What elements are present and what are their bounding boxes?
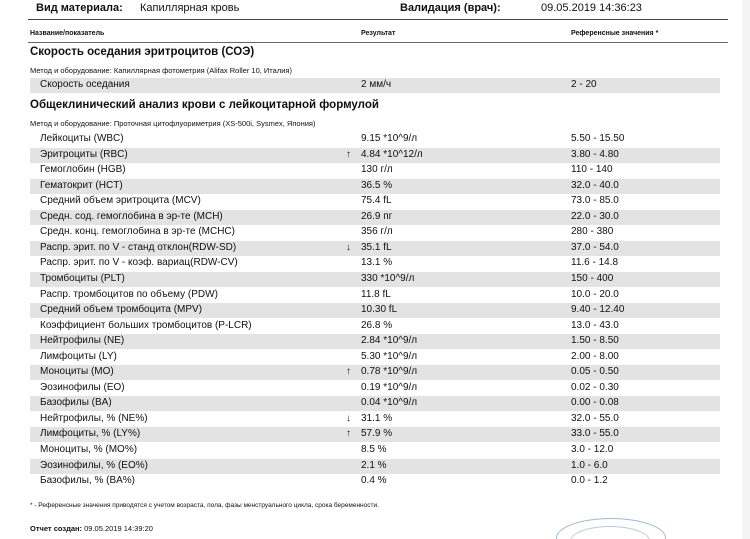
result-value: 330 *10^9/л (361, 272, 415, 284)
result-name: Лейкоциты (WBC) (40, 133, 124, 144)
result-reference: 10.0 - 20.0 (571, 288, 619, 300)
result-row (30, 319, 720, 334)
result-value: 11.8 fL (361, 288, 391, 300)
material-label: Вид материала: (36, 2, 123, 14)
result-row (30, 334, 720, 349)
result-reference: 32.0 - 55.0 (571, 412, 619, 424)
result-value: 0.4 % (361, 475, 387, 487)
result-name: Лимфоциты (LY) (40, 350, 117, 362)
result-row (30, 78, 720, 93)
header-divider (28, 19, 728, 20)
result-reference: 0.00 - 0.08 (571, 397, 619, 409)
result-row (30, 412, 720, 427)
result-value: 0.19 *10^9/л (361, 381, 418, 393)
result-flag-icon: ↑ (346, 148, 351, 160)
result-reference: 1.0 - 6.0 (571, 459, 608, 471)
result-flag-icon: ↓ (346, 241, 351, 253)
validation-label: Валидация (врач): (400, 2, 501, 14)
column-header-divider (28, 42, 728, 43)
result-reference: 73.0 - 85.0 (571, 195, 619, 207)
result-row (30, 194, 720, 209)
result-row (30, 163, 720, 178)
result-reference: 37.0 - 54.0 (571, 241, 619, 253)
result-row (30, 350, 720, 365)
result-reference: 2 - 20 (571, 79, 597, 90)
result-reference: 110 - 140 (571, 164, 613, 176)
result-value: 8.5 % (361, 444, 387, 455)
result-name: Средн. сод. гемоглобина в эр-те (MCH) (40, 210, 223, 222)
result-reference: 0.0 - 1.2 (571, 475, 608, 487)
reference-footnote: * - Референсные значения приводятся с учетом возраста, пола, фазы менструального цикла, срока беременности. (30, 502, 379, 509)
result-row (30, 148, 720, 163)
result-row (30, 427, 720, 442)
result-row (30, 288, 720, 303)
result-name: Средний объем эритроцита (MCV) (40, 195, 201, 207)
result-value: 356 г/л (361, 226, 393, 238)
material-value: Капиллярная кровь (140, 2, 240, 14)
page-edge (742, 0, 750, 539)
result-value: 5.30 *10^9/л (361, 350, 418, 362)
result-name: Коэффициент больших тромбоцитов (P-LCR) (40, 319, 252, 331)
result-value: 130 г/л (361, 164, 393, 176)
result-reference: 11.6 - 14.8 (571, 257, 619, 269)
result-value: 4.84 *10^12/л (361, 148, 423, 160)
result-reference: 3.0 - 12.0 (571, 444, 614, 455)
result-name: Распр. тромбоцитов по объему (PDW) (40, 288, 218, 300)
result-row (30, 365, 720, 380)
result-row (30, 381, 720, 396)
esr-method: Метод и оборудование: Капиллярная фотометрия (Alifax Roller 10, Италия) (30, 66, 292, 75)
result-reference: 2.00 - 8.00 (571, 350, 619, 362)
result-flag-icon: ↓ (346, 412, 351, 424)
column-header-name: Название/показатель (30, 30, 105, 37)
result-value: 2.1 % (361, 459, 387, 471)
result-row (30, 241, 720, 256)
result-reference: 9.40 - 12.40 (571, 304, 625, 316)
result-reference: 32.0 - 40.0 (571, 179, 619, 191)
result-reference: 0.05 - 0.50 (571, 366, 619, 378)
result-value: 26.8 % (361, 319, 393, 331)
result-flag-icon: ↑ (346, 366, 351, 378)
result-name: Моноциты (MO) (40, 366, 114, 378)
result-row (30, 132, 720, 147)
result-name: Нейтрофилы (NE) (40, 335, 125, 347)
result-reference: 13.0 - 43.0 (571, 319, 619, 331)
result-value: 57.9 % (361, 428, 393, 440)
esr-section-title: Скорость оседания эритроцитов (СОЭ) (30, 46, 255, 58)
result-value: 13.1 % (361, 257, 393, 269)
result-value: 35.1 fL (361, 241, 392, 253)
column-headers (0, 30, 750, 42)
column-header-reference: Референсные значения * (571, 30, 659, 37)
result-flag-icon: ↑ (346, 428, 351, 440)
result-name: Базофилы, % (BA%) (40, 475, 135, 487)
result-name: Гематокрит (HCT) (40, 179, 123, 191)
result-name: Лимфоциты, % (LY%) (40, 428, 141, 440)
result-value: 36.5 % (361, 179, 393, 191)
result-name: Распр. эрит. по V - станд отклон(RDW-SD) (40, 241, 237, 253)
result-name: Распр. эрит. по V - коэф. вариац(RDW-CV) (40, 257, 238, 269)
result-row (30, 256, 720, 271)
result-name: Средн. конц. гемоглобина в эр-те (MCHC) (40, 226, 235, 238)
result-name: Средний объем тромбоцита (MPV) (40, 304, 203, 316)
created-value: 09.05.2019 14:39:20 (84, 524, 153, 533)
result-row (30, 303, 720, 318)
result-value: 31.1 % (361, 412, 393, 424)
result-value: 2.84 *10^9/л (361, 335, 418, 347)
result-name: Эозинофилы (EO) (40, 381, 125, 393)
result-row (30, 459, 720, 474)
result-name: Нейтрофилы, % (NE%) (40, 412, 148, 424)
result-row (30, 396, 720, 411)
result-reference: 33.0 - 55.0 (571, 428, 619, 440)
result-row (30, 225, 720, 240)
result-name: Базофилы (BA) (40, 397, 112, 409)
cbc-method: Метод и оборудование: Проточная цитофлуориметрия (XS-500i, Sysmex, Япония) (30, 119, 316, 128)
column-header-result: Результат (361, 30, 396, 37)
report-header (0, 0, 750, 18)
result-name: Гемоглобин (HGB) (40, 164, 126, 176)
result-value: 2 мм/ч (361, 79, 392, 90)
cbc-section-title: Общеклинический анализ крови с лейкоцитарной формулой (30, 99, 379, 111)
result-reference: 0.02 - 0.30 (571, 381, 619, 393)
result-reference: 22.0 - 30.0 (571, 210, 619, 222)
result-name: Моноциты, % (MO%) (40, 444, 138, 455)
validation-value: 09.05.2019 14:36:23 (541, 2, 642, 14)
result-name: Эозинофилы, % (EO%) (40, 459, 148, 471)
result-value: 0.04 *10^9/л (361, 397, 418, 409)
result-reference: 150 - 400 (571, 272, 614, 284)
report-created (30, 524, 153, 533)
result-value: 10.30 fL (361, 304, 398, 316)
result-value: 75.4 fL (361, 195, 392, 207)
result-name: Скорость оседания (40, 79, 130, 90)
result-reference: 1.50 - 8.50 (571, 335, 619, 347)
result-reference: 5.50 - 15.50 (571, 133, 625, 144)
result-row (30, 474, 720, 489)
result-reference: 3.80 - 4.80 (571, 148, 619, 160)
result-name: Эритроциты (RBC) (40, 148, 128, 160)
result-name: Тромбоциты (PLT) (40, 272, 125, 284)
result-value: 0.78 *10^9/л (361, 366, 418, 378)
result-row (30, 179, 720, 194)
result-row (30, 272, 720, 287)
result-row (30, 443, 720, 458)
result-reference: 280 - 380 (571, 226, 614, 238)
result-value: 9.15 *10^9/л (361, 133, 418, 144)
result-value: 26.9 пг (361, 210, 393, 222)
result-row (30, 210, 720, 225)
created-label: Отчет создан: (30, 524, 83, 533)
